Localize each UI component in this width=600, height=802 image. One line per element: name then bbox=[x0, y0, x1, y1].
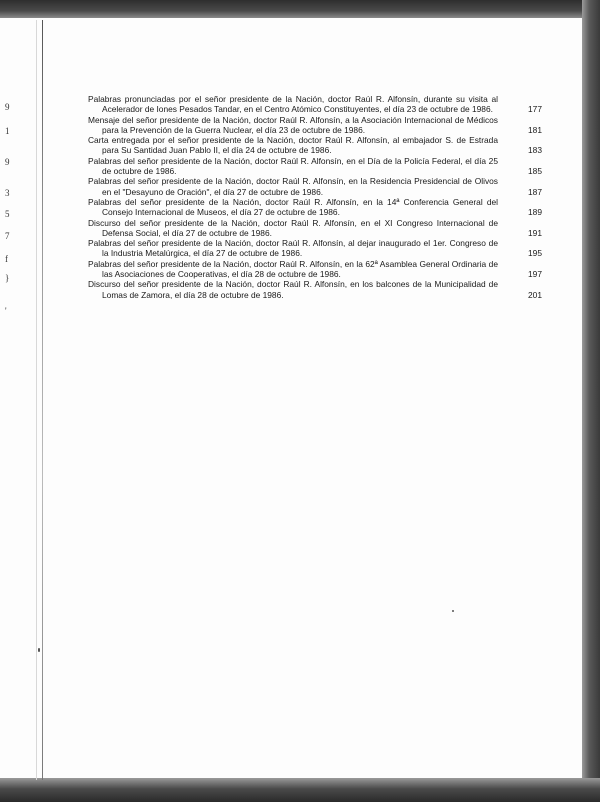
toc-entry-page: 187 bbox=[528, 186, 542, 197]
table-of-contents bbox=[88, 94, 544, 300]
toc-entry-title: Palabras del señor presidente de la Nación, doctor Raúl R. Alfonsín, al dejar inaugurado el 1er. Congreso de la Industria Metalúrgica, el día 27 de octubre de 1986. bbox=[88, 238, 498, 259]
binding-edge bbox=[42, 20, 43, 780]
toc-entry-title: Palabras del señor presidente de la Nación, doctor Raúl R. Alfonsín, en la 14ª Conferencia General del Consejo Internacional de Museos, el día 27 de octubre de 1986. bbox=[88, 196, 498, 218]
toc-entry-page: 185 bbox=[528, 166, 542, 177]
toc-entry-title: Palabras del señor presidente de la Nación, doctor Raúl R. Alfonsín, en la Residencia Presidencial de Olivos en el "Desayuno de Oración", el día 27 de octubre de 1986. bbox=[88, 176, 498, 197]
toc-entry bbox=[88, 279, 544, 300]
margin-mark: } bbox=[5, 273, 10, 283]
margin-mark: 3 bbox=[5, 188, 10, 198]
toc-entry-title: Palabras pronunciadas por el señor presidente de la Nación, doctor Raúl R. Alfonsín, durante su visita al Acelerador de Iones Pesados Tandar, en el Centro Atómico Constituyentes, el día 23 de octubre de 1986. bbox=[88, 94, 498, 115]
scan-border-right bbox=[582, 0, 600, 802]
toc-entry bbox=[88, 238, 544, 259]
toc-entry-page: 181 bbox=[528, 124, 542, 135]
binding-shadow bbox=[36, 20, 37, 780]
toc-entry bbox=[88, 94, 544, 115]
margin-mark: f bbox=[5, 254, 8, 264]
margin-mark: 9 bbox=[5, 157, 10, 167]
toc-entry bbox=[88, 115, 544, 136]
scan-speck bbox=[38, 648, 40, 652]
scan-speck bbox=[452, 610, 454, 612]
margin-mark: ' bbox=[5, 306, 7, 316]
toc-entry bbox=[88, 156, 544, 177]
margin-mark: 1 bbox=[5, 126, 10, 136]
toc-entry-title: Discurso del señor presidente de la Nación, doctor Raúl R. Alfonsín, en los balcones de la Municipalidad de Lomas de Zamora, el día 28 de octubre de 1986. bbox=[88, 279, 498, 300]
margin-mark: 9 bbox=[5, 102, 10, 112]
toc-entry-page: 197 bbox=[528, 269, 542, 280]
toc-entry bbox=[88, 218, 544, 239]
toc-entry-page: 189 bbox=[528, 207, 542, 218]
toc-entry bbox=[88, 176, 544, 197]
scan-border-bottom bbox=[0, 778, 600, 802]
scan-border-top bbox=[0, 0, 600, 18]
toc-entry bbox=[88, 259, 544, 280]
toc-entry-title: Discurso del señor presidente de la Nación, doctor Raúl R. Alfonsín, en el XI Congreso Internacional de Defensa Social, el día 27 de octubre de 1986. bbox=[88, 217, 498, 238]
margin-mark: 5 bbox=[5, 209, 10, 219]
toc-entry bbox=[88, 135, 544, 156]
toc-entry-title: Mensaje del señor presidente de la Nación, doctor Raúl R. Alfonsín, a la Asociación Internacional de Médicos para la Prevención de la Guerra Nuclear, el día 23 de octubre de 1986. bbox=[88, 114, 498, 135]
toc-entry-page: 177 bbox=[528, 104, 542, 115]
toc-entry-title: Palabras del señor presidente de la Nación, doctor Raúl R. Alfonsín, en el Día de la Policía Federal, el día 25 de octubre de 1986. bbox=[88, 155, 498, 177]
toc-entry bbox=[88, 197, 544, 218]
toc-entry-title: Palabras del señor presidente de la Nación, doctor Raúl R. Alfonsín, en la 62ª Asamblea General Ordinaria de las Asociaciones de Cooperativas, el día 28 de octubre de 1986. bbox=[88, 258, 498, 280]
toc-entry-page: 195 bbox=[528, 248, 542, 259]
toc-entry-page: 191 bbox=[528, 227, 542, 238]
toc-entry-page: 183 bbox=[528, 145, 542, 156]
toc-entry-title: Carta entregada por el señor presidente de la Nación, doctor Raúl R. Alfonsín, al embajador S. de Estrada para Su Santidad Juan Pablo II, el día 24 de octubre de 1986. bbox=[88, 135, 498, 156]
margin-mark: 7 bbox=[5, 231, 10, 241]
toc-entry-page: 201 bbox=[528, 289, 542, 300]
